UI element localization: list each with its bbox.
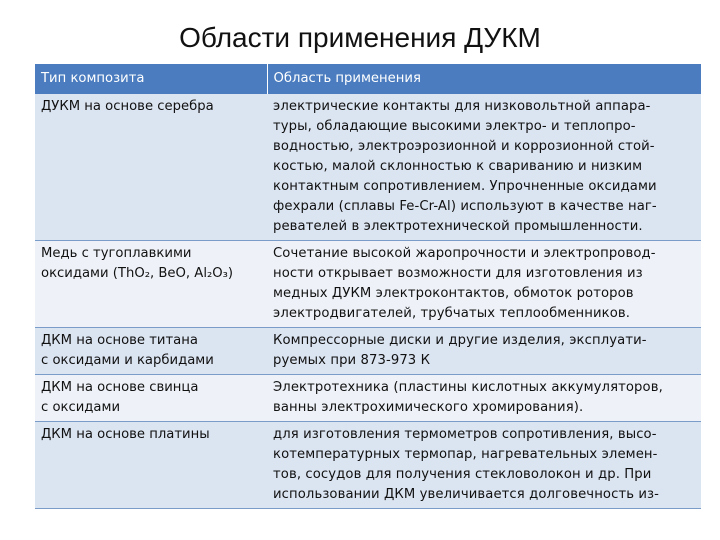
application-line: костью, малой склонностью к свариванию и низким — [273, 159, 643, 174]
composite-type-line: ДУКМ на основе серебра — [41, 99, 214, 114]
composite-type-cell — [35, 375, 267, 422]
application-line: туры, обладающие высокими электро- и теплопро- — [273, 119, 636, 134]
application-line: для изготовления термометров сопротивления, высо- — [273, 427, 657, 442]
composite-type-cell — [35, 328, 267, 375]
table-row — [35, 241, 701, 328]
application-line: контактным сопротивлением. Упрочненные оксидами — [273, 179, 657, 194]
application-line: использовании ДКМ увеличивается долговечность из- — [273, 487, 660, 502]
application-line: Электротехника (пластины кислотных аккумуляторов, — [273, 380, 663, 395]
composite-type-line: ДКМ на основе титана — [41, 333, 198, 348]
application-line: котемпературных термопар, нагревательных элемен- — [273, 447, 658, 462]
composite-type-cell — [35, 422, 267, 509]
application-cell — [267, 375, 701, 422]
application-line: электродвигателей, трубчатых теплообменников. — [273, 306, 631, 321]
application-line: руемых при 873-973 К — [273, 353, 431, 368]
composite-type-line: оксидами (ThO₂, BeO, Al₂O₃) — [41, 266, 234, 281]
application-line: ревателей в электротехнической промышленности. — [273, 219, 643, 234]
table-row — [35, 94, 701, 241]
composite-type-cell — [35, 241, 267, 328]
application-line: электрические контакты для низковольтной аппара- — [273, 99, 651, 114]
composite-type-line: Медь с тугоплавкими — [41, 246, 192, 261]
application-cell — [267, 94, 701, 241]
table-row — [35, 328, 701, 375]
application-cell — [267, 422, 701, 509]
composite-type-line: с оксидами и карбидами — [41, 353, 214, 368]
application-line: фехрали (сплавы Fe-Cr-Al) используют в качестве наг- — [273, 199, 657, 214]
application-line: ванны электрохимического хромирования). — [273, 400, 584, 415]
application-line: медных ДУКМ электроконтактов, обмоток роторов — [273, 286, 634, 301]
application-line: Сочетание высокой жаропрочности и электропровод- — [273, 246, 656, 261]
application-cell — [267, 241, 701, 328]
table-row — [35, 422, 701, 509]
application-line: водностью, электроэрозионной и коррозионной стой- — [273, 139, 655, 154]
application-cell — [267, 328, 701, 375]
application-line: ности открывает возможности для изготовления из — [273, 266, 643, 281]
composite-type-line: ДКМ на основе свинца — [41, 380, 199, 395]
applications-table — [35, 64, 702, 509]
application-line: Компрессорные диски и другие изделия, эксплуати- — [273, 333, 647, 348]
composite-type-line: ДКМ на основе платины — [41, 427, 210, 442]
table-row — [35, 375, 701, 422]
header-composite-type: Тип композита — [35, 64, 267, 94]
composite-type-line: с оксидами — [41, 400, 121, 415]
header-application-area: Область применения — [267, 64, 701, 94]
slide-title: Области применения ДУКМ — [179, 22, 541, 53]
composite-type-cell — [35, 94, 267, 241]
table-header-row — [35, 64, 701, 94]
application-line: тов, сосудов для получения стекловолокон и др. При — [273, 467, 652, 482]
